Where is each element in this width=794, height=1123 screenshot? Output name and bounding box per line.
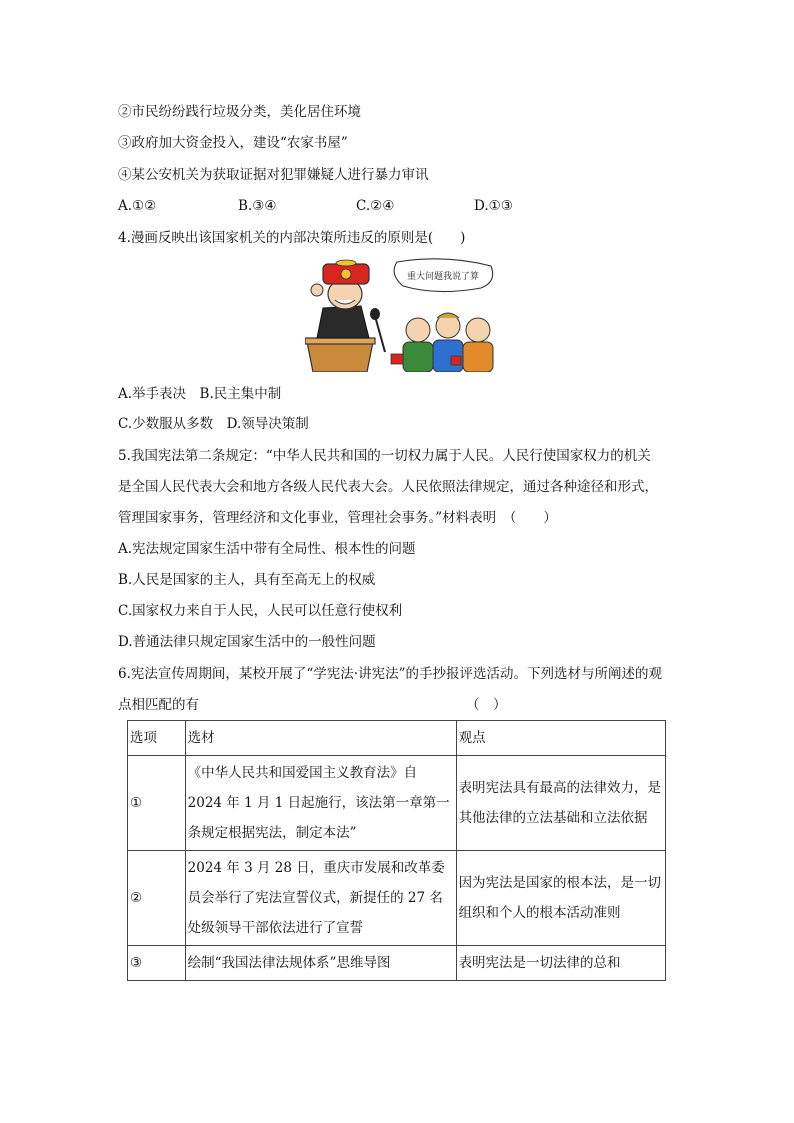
- table-header-row: [128, 721, 666, 756]
- microphone-icon: [370, 308, 380, 320]
- red-booklet: [451, 356, 461, 365]
- q3-option-c: C.②④: [356, 198, 395, 214]
- q3-item-3: ③政府加大资金投入，建设“农家书屋”: [118, 135, 348, 151]
- citizen-3-head: [466, 318, 490, 342]
- q6-stem-line1: 6.宪法宣传周期间，某校开展了“学宪法·讲宪法”的手抄报评选活动。下列选材与所阐述的观: [118, 666, 662, 682]
- q5-stem-line2: 是全国人民代表大会和地方各级人民代表大会。人民依照法律规定，通过各种途径和形式，: [118, 479, 658, 495]
- q6-selection-table: [127, 720, 666, 981]
- table-row: [128, 851, 666, 946]
- q4-options-line2: C.少数服从多数 D.领导决策制: [118, 416, 309, 432]
- q4-cartoon-image: [305, 256, 495, 372]
- q5-option-a: A.宪法规定国家生活中带有全局性、根本性的问题: [118, 541, 416, 557]
- row-material: 2024 年 3 月 28 日，重庆市发展和改革委员会举行了宪法宣誓仪式，新提任的 27 名处级领导干部依法进行了宣誓: [185, 851, 456, 946]
- q5-option-d: D.普通法律只规定国家生活中的一般性问题: [118, 634, 376, 650]
- red-booklet: [391, 354, 403, 364]
- q3-option-b: B.③④: [238, 198, 277, 214]
- row-material: 绘制“我国法律法规体系”思维导图: [185, 946, 456, 981]
- hat-emblem: [341, 269, 351, 279]
- official-body: [317, 306, 369, 338]
- speech-bubble-text: 重大问题我说了算: [406, 272, 480, 282]
- row-view: 因为宪法是国家的根本法，是一切组织和个人的根本活动准则: [456, 851, 665, 946]
- q3-option-a: A.①②: [118, 198, 157, 214]
- row-option: ②: [128, 851, 186, 946]
- podium-top: [305, 338, 375, 344]
- q5-option-b: B.人民是国家的主人，具有至高无上的权威: [118, 572, 376, 588]
- header-option: 选项: [128, 721, 186, 756]
- microphone-stand: [375, 316, 385, 352]
- q5-option-c: C.国家权力来自于人民，人民可以任意行使权利: [118, 603, 403, 619]
- row-material: 《中华人民共和国爱国主义教育法》自 2024 年 1 月 1 日起施行，该法第一章第一条规定根据宪法，制定本法”: [185, 756, 456, 851]
- citizen-3-body: [463, 342, 493, 372]
- q5-stem-line1: 5.我国宪法第二条规定：“中华人民共和国的一切权力属于人民。人民行使国家权力的机关: [118, 448, 651, 464]
- citizen-1-head: [406, 318, 430, 342]
- table-row: [128, 946, 666, 981]
- table-row: [128, 756, 666, 851]
- q6-stem-line2: 点相匹配的有: [118, 697, 199, 713]
- row-view: 表明宪法具有最高的法律效力，是其他法律的立法基础和立法依据: [456, 756, 665, 851]
- q3-option-d: D.①③: [474, 198, 513, 214]
- header-material: 选材: [185, 721, 456, 756]
- q4-stem: 4.漫画反映出该国家机关的内部决策所违反的原则是( ): [118, 230, 466, 246]
- official-fist: [311, 284, 323, 296]
- q3-item-4: ④某公安机关为获取证据对犯罪嫌疑人进行暴力审讯: [118, 167, 429, 183]
- hat-top: [336, 260, 356, 266]
- citizen-1-body: [403, 342, 433, 372]
- row-view: 表明宪法是一切法律的总和: [456, 946, 665, 981]
- citizen-2-hair: [437, 313, 459, 318]
- header-view: 观点: [456, 721, 665, 756]
- q6-answer-paren: （ ）: [466, 697, 507, 713]
- podium: [307, 342, 373, 372]
- q3-item-2: ②市民纷纷践行垃圾分类，美化居住环境: [118, 104, 361, 120]
- row-option: ③: [128, 946, 186, 981]
- row-option: ①: [128, 756, 186, 851]
- q5-stem-line3: 管理国家事务，管理经济和文化事业，管理社会事务。”材料表明 （ ）: [118, 510, 557, 526]
- q4-options-line1: A.举手表决 B.民主集中制: [118, 386, 282, 402]
